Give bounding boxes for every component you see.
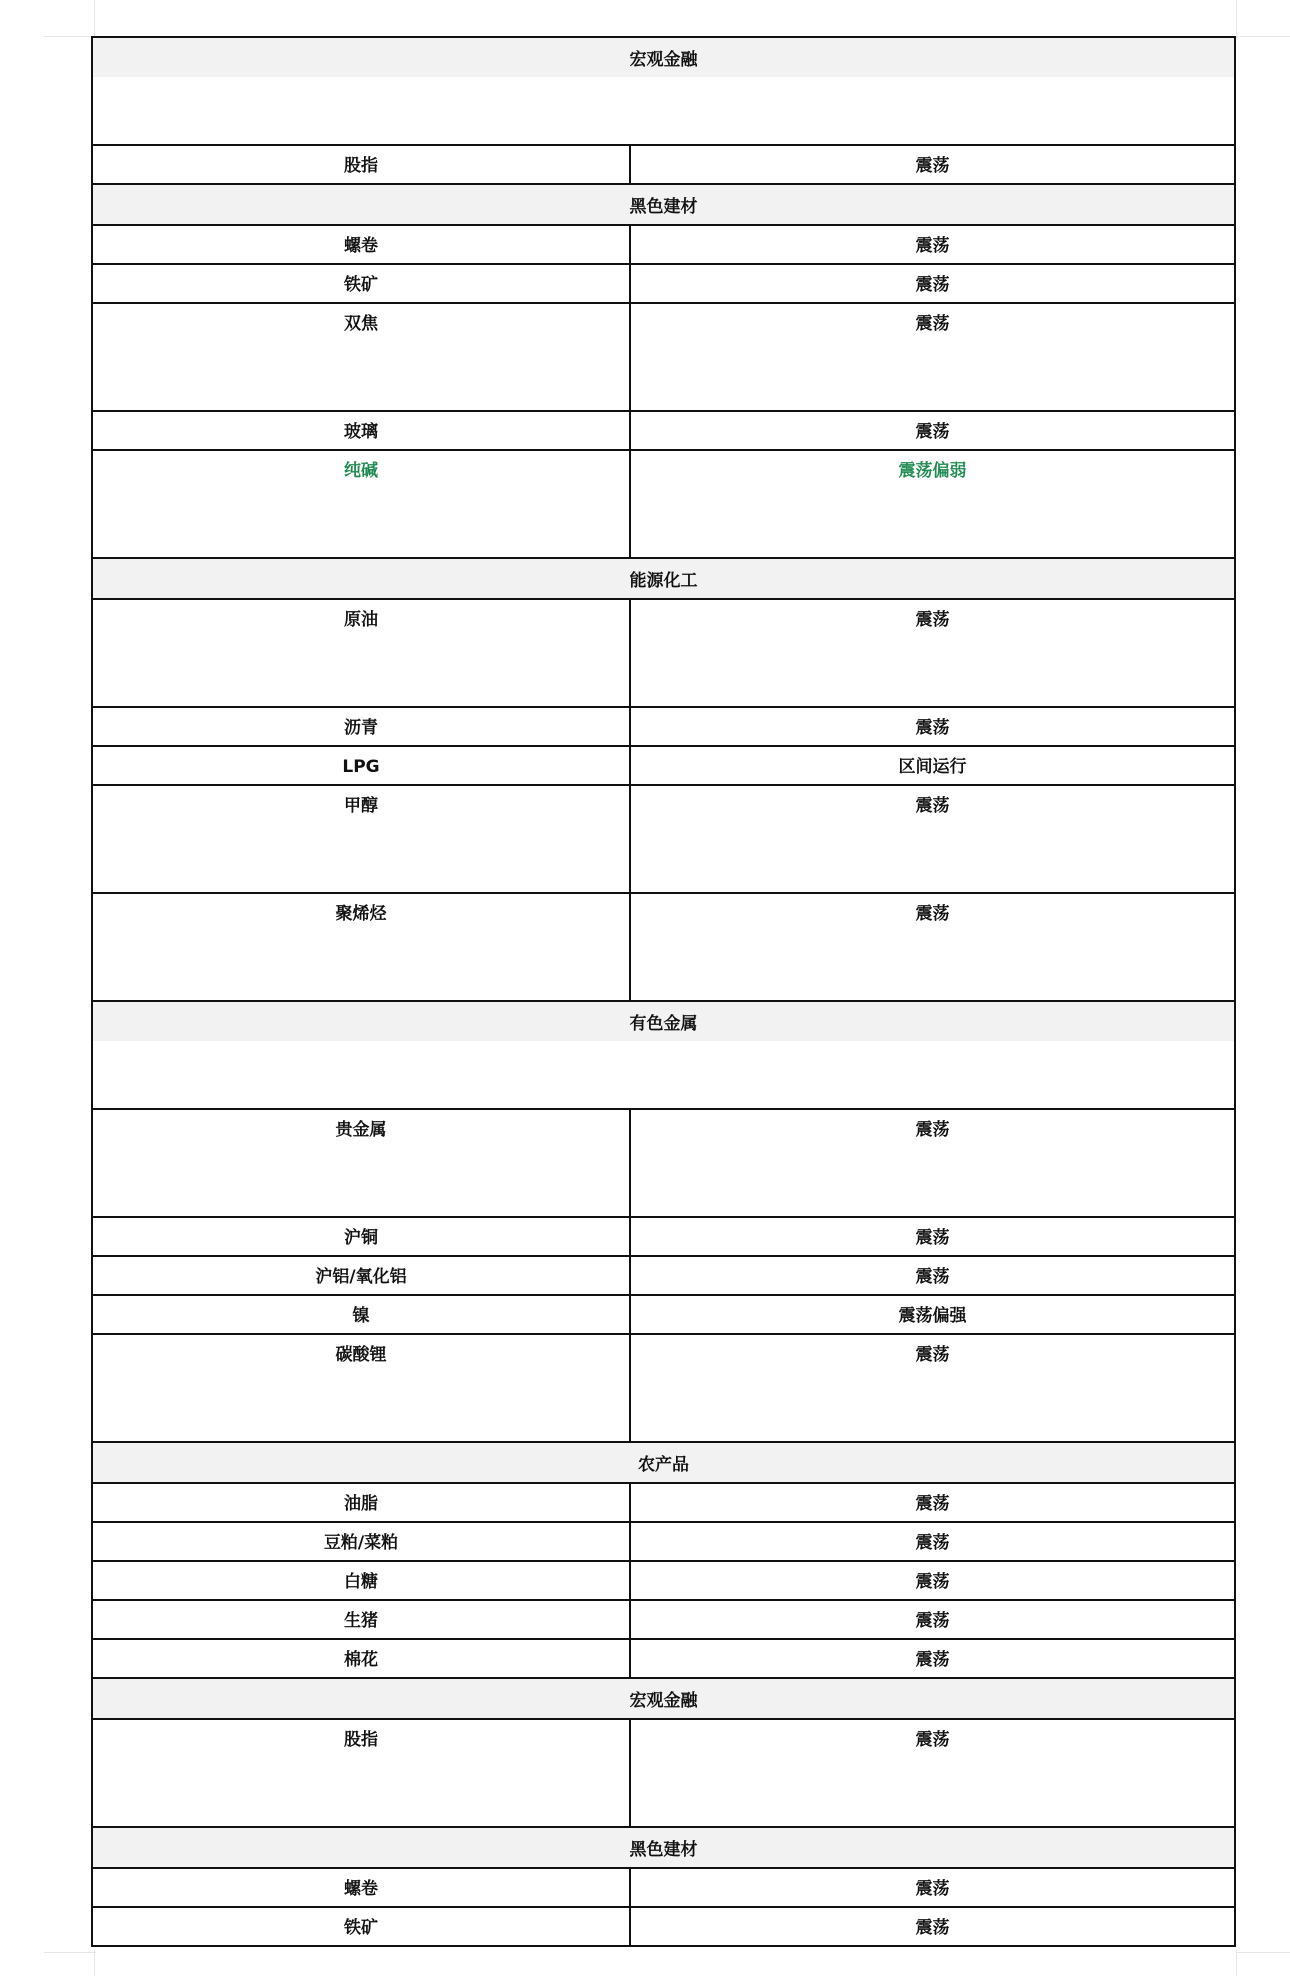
trend-outlook: 震荡 — [915, 796, 950, 816]
table-row — [93, 747, 1234, 786]
trend-outlook: 震荡 — [915, 1345, 950, 1365]
commodity-name: 纯碱 — [93, 451, 631, 557]
table-row — [93, 894, 1234, 1002]
table-row — [93, 1869, 1234, 1908]
table-row — [93, 451, 1234, 559]
section-row — [93, 559, 1234, 600]
trend-outlook: 震荡 — [915, 236, 950, 256]
commodity-name: 螺卷 — [93, 226, 631, 263]
page-corner-guide — [94, 0, 95, 38]
commodity-name: 铁矿 — [93, 265, 631, 302]
section-title: 黑色建材 — [93, 1828, 1234, 1867]
table-row — [93, 146, 1234, 185]
table-row — [93, 1335, 1234, 1443]
table-row — [93, 1218, 1234, 1257]
commodity-name: 白糖 — [93, 1562, 631, 1599]
table-row — [93, 1523, 1234, 1562]
commodity-name: 聚烯烃 — [93, 894, 631, 1000]
page-corner-guide — [44, 36, 96, 37]
commodity-name: 甲醇 — [93, 786, 631, 892]
trend-outlook: 震荡 — [915, 1650, 950, 1670]
commodity-name: 玻璃 — [93, 412, 631, 449]
trend-outlook: 震荡 — [915, 718, 950, 738]
section-title: 黑色建材 — [93, 185, 1234, 224]
table-row — [93, 412, 1234, 451]
trend-outlook: 区间运行 — [898, 757, 967, 777]
section-blank-space — [93, 77, 1234, 144]
commodity-name: 碳酸锂 — [93, 1335, 631, 1441]
commodity-name: 贵金属 — [93, 1110, 631, 1216]
commodity-name: 生猪 — [93, 1601, 631, 1638]
page-corner-guide — [1236, 0, 1237, 38]
table-row — [93, 265, 1234, 304]
page-corner-guide — [94, 1950, 95, 1976]
page-corner-guide — [44, 1952, 96, 1953]
table-row — [93, 786, 1234, 894]
futures-outlook-table — [91, 36, 1236, 1947]
trend-outlook: 震荡 — [915, 1879, 950, 1899]
section-title: 有色金属 — [93, 1002, 1234, 1041]
table-row — [93, 1110, 1234, 1218]
section-title: 宏观金融 — [93, 1679, 1234, 1718]
commodity-name: 铁矿 — [93, 1908, 631, 1945]
section-row — [93, 1828, 1234, 1869]
trend-outlook: 震荡 — [915, 275, 950, 295]
table-row — [93, 226, 1234, 265]
section-row — [93, 1443, 1234, 1484]
commodity-name: 原油 — [93, 600, 631, 706]
commodity-name: 棉花 — [93, 1640, 631, 1677]
table-row — [93, 1908, 1234, 1947]
trend-outlook: 震荡 — [915, 1533, 950, 1553]
trend-outlook: 震荡 — [915, 156, 950, 176]
section-row — [93, 38, 1234, 146]
commodity-name: 股指 — [93, 146, 631, 183]
commodity-name: 镍 — [93, 1296, 631, 1333]
commodity-name: 沥青 — [93, 708, 631, 745]
section-row — [93, 1002, 1234, 1110]
commodity-name: 股指 — [93, 1720, 631, 1826]
trend-outlook: 震荡 — [915, 1228, 950, 1248]
trend-outlook: 震荡偏强 — [898, 1306, 967, 1326]
trend-outlook: 震荡 — [915, 422, 950, 442]
trend-outlook: 震荡 — [915, 1572, 950, 1592]
table-row — [93, 708, 1234, 747]
table-row — [93, 1484, 1234, 1523]
section-blank-space — [93, 1041, 1234, 1108]
table-row — [93, 1257, 1234, 1296]
section-title: 能源化工 — [93, 559, 1234, 598]
table-row — [93, 600, 1234, 708]
section-row — [93, 1679, 1234, 1720]
trend-outlook: 震荡 — [915, 1267, 950, 1287]
trend-outlook: 震荡偏弱 — [898, 461, 967, 481]
page-corner-guide — [1236, 36, 1290, 37]
table-row — [93, 1720, 1234, 1828]
trend-outlook: 震荡 — [915, 1494, 950, 1514]
trend-outlook: 震荡 — [915, 610, 950, 630]
commodity-name: 沪铝/氧化铝 — [93, 1257, 631, 1294]
trend-outlook: 震荡 — [915, 904, 950, 924]
trend-outlook: 震荡 — [915, 1918, 950, 1938]
commodity-name: 螺卷 — [93, 1869, 631, 1906]
trend-outlook: 震荡 — [915, 314, 950, 334]
trend-outlook: 震荡 — [915, 1120, 950, 1140]
table-row — [93, 1296, 1234, 1335]
table-row — [93, 1601, 1234, 1640]
page-corner-guide — [1236, 1950, 1237, 1976]
page-corner-guide — [1236, 1952, 1290, 1953]
table-row — [93, 1640, 1234, 1679]
commodity-name: LPG — [93, 747, 631, 784]
section-title: 农产品 — [93, 1443, 1234, 1482]
section-row — [93, 185, 1234, 226]
commodity-name: 双焦 — [93, 304, 631, 410]
table-row — [93, 1562, 1234, 1601]
trend-outlook: 震荡 — [915, 1611, 950, 1631]
commodity-name: 沪铜 — [93, 1218, 631, 1255]
commodity-name: 豆粕/菜粕 — [93, 1523, 631, 1560]
table-row — [93, 304, 1234, 412]
trend-outlook: 震荡 — [915, 1730, 950, 1750]
commodity-name: 油脂 — [93, 1484, 631, 1521]
section-title: 宏观金融 — [93, 38, 1234, 77]
